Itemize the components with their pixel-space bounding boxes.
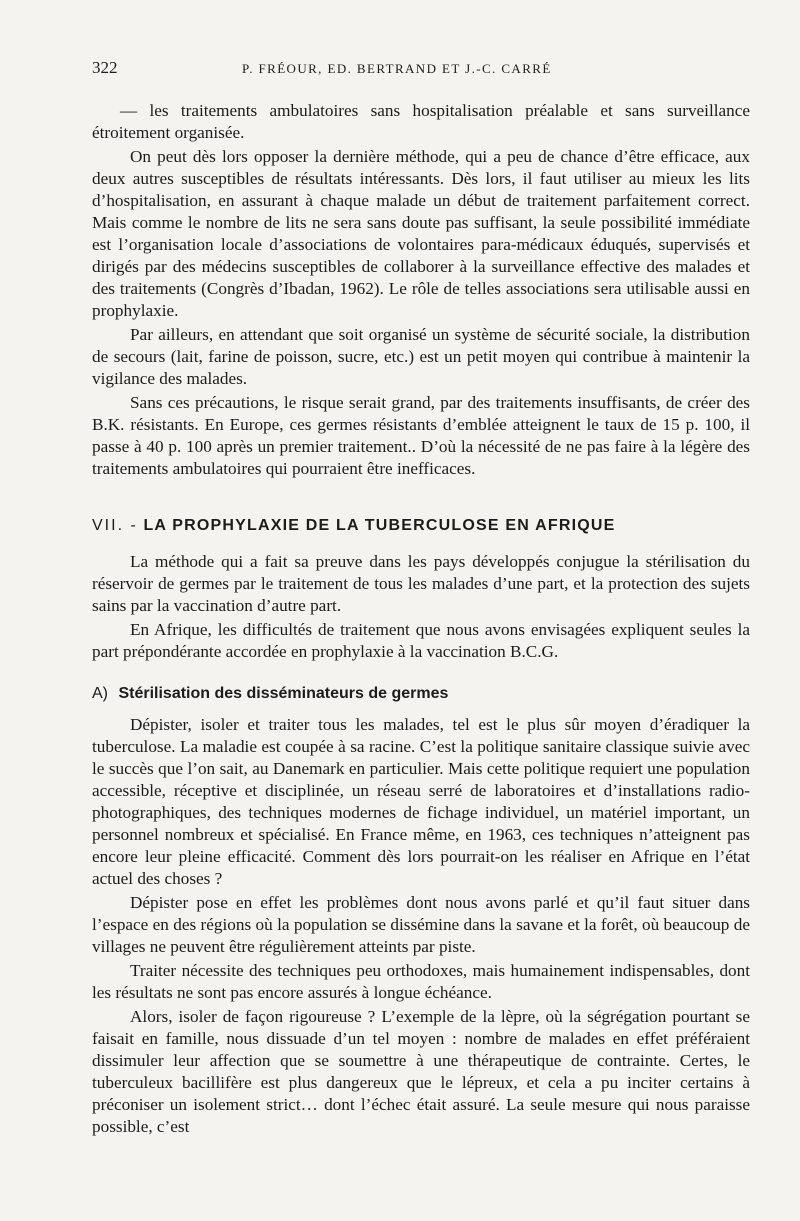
paragraph: En Afrique, les difficultés de traitement que nous avons envisagées expliquent seules la part prépondérante accordée en prophylaxie à la vaccination B.C.G. xyxy=(92,620,750,661)
section-heading xyxy=(92,517,750,535)
running-head: P. FRÉOUR, ED. BERTRAND ET J.-C. CARRÉ xyxy=(242,61,552,76)
page-header xyxy=(92,58,750,88)
paragraph: La méthode qui a fait sa preuve dans les pays développés conjugue la stérilisation du réservoir de germes par le traitement de tous les malades d’une part, et la protection des sujets sains par la vaccination d’autre part. xyxy=(92,552,750,615)
paragraph: Sans ces précautions, le risque serait grand, par des traitements insuffisants, de créer des B.K. résistants. En Europe, ces germes résistants d’emblée atteignent le taux de 15 p. 100, il passe à 40 p. 100 après un premier traitement.. D’où la nécessité de ne pas faire à la légère des traitements ambulatoires qui pourraient être inefficaces. xyxy=(92,393,750,478)
section-title: LA PROPHYLAXIE DE LA TUBERCULOSE EN AFRIQUE xyxy=(143,517,616,534)
paragraph: On peut dès lors opposer la dernière méthode, qui a peu de chance d’être efficace, aux deux autres susceptibles de résultats intéressants. Dès lors, il faut utiliser au mieux les lits d’hospitalisation, en assurant à chaque malade un début de traitement parfaitement correct. Mais comme le nombre de lits ne sera sans doute pas suffisant, la seule possibilité immédiate est l’organisation locale d’associations de volontaires para-médicaux éduqués, supervisés et dirigés par des médecins susceptibles de collaborer à la surveillance effective des malades et des traitements (Congrès d’Ibadan, 1962). Le rôle de telles associations sera utilisable aussi en prophylaxie. xyxy=(92,147,750,320)
paragraph: — les traitements ambulatoires sans hospitalisation préalable et sans surveillance étroitement organisée. xyxy=(92,101,750,142)
page-number: 322 xyxy=(92,58,118,77)
paragraph: Par ailleurs, en attendant que soit organisé un système de sécurité sociale, la distribution de secours (lait, farine de poisson, sucre, etc.) est un petit moyen qui contribue à maintenir la vigilance des malades. xyxy=(92,325,750,388)
paragraph: Alors, isoler de façon rigoureuse ? L’exemple de la lèpre, où la ségrégation pourtant se faisait en famille, nous dissuade d’un tel moyen : nombre de malades en effet préféraient dissimuler leur affection que se soumettre à une thérapeutique de contrainte. Certes, le tuberculeux bacillifère est plus dangereux que le lépreux, et cela a pu inciter certains à préconiser un isolement strict… dont l’échec était assuré. La seule mesure qui nous paraisse possible, c’est xyxy=(92,1007,750,1136)
paragraph: Dépister, isoler et traiter tous les malades, tel est le plus sûr moyen d’éradiquer la tuberculose. La maladie est coupée à sa racine. C’est la politique sanitaire classique suivie avec le succès que l’on sait, au Danemark en particulier. Mais cette politique requiert une population accessible, réceptive et disciplinée, un réseau serré de laboratoires et d’installations radio-photographiques, des techniques modernes de fichage individuel, un matériel important, un personnel nombreux et spécialisé. En France même, en 1963, ces techniques n’atteignent pas encore leur pleine efficacité. Comment dès lors pourrait-on les réaliser en Afrique en l’état actuel des choses ? xyxy=(92,715,750,888)
section-number: VII. - xyxy=(92,517,138,534)
subsection-letter: A) xyxy=(92,685,108,702)
paragraph: Dépister pose en effet les problèmes dont nous avons parlé et qu’il faut situer dans l’espace en des régions où la population se dissémine dans la savane et la forêt, où beaucoup de villages ne peuvent être régulièrement atteints par piste. xyxy=(92,893,750,956)
subsection-title: Stérilisation des disséminateurs de germes xyxy=(118,685,449,702)
paragraph: Traiter nécessite des techniques peu orthodoxes, mais humainement indispensables, dont les résultats ne sont pas encore assurés à longue échéance. xyxy=(92,961,750,1002)
subsection-heading xyxy=(92,685,750,703)
